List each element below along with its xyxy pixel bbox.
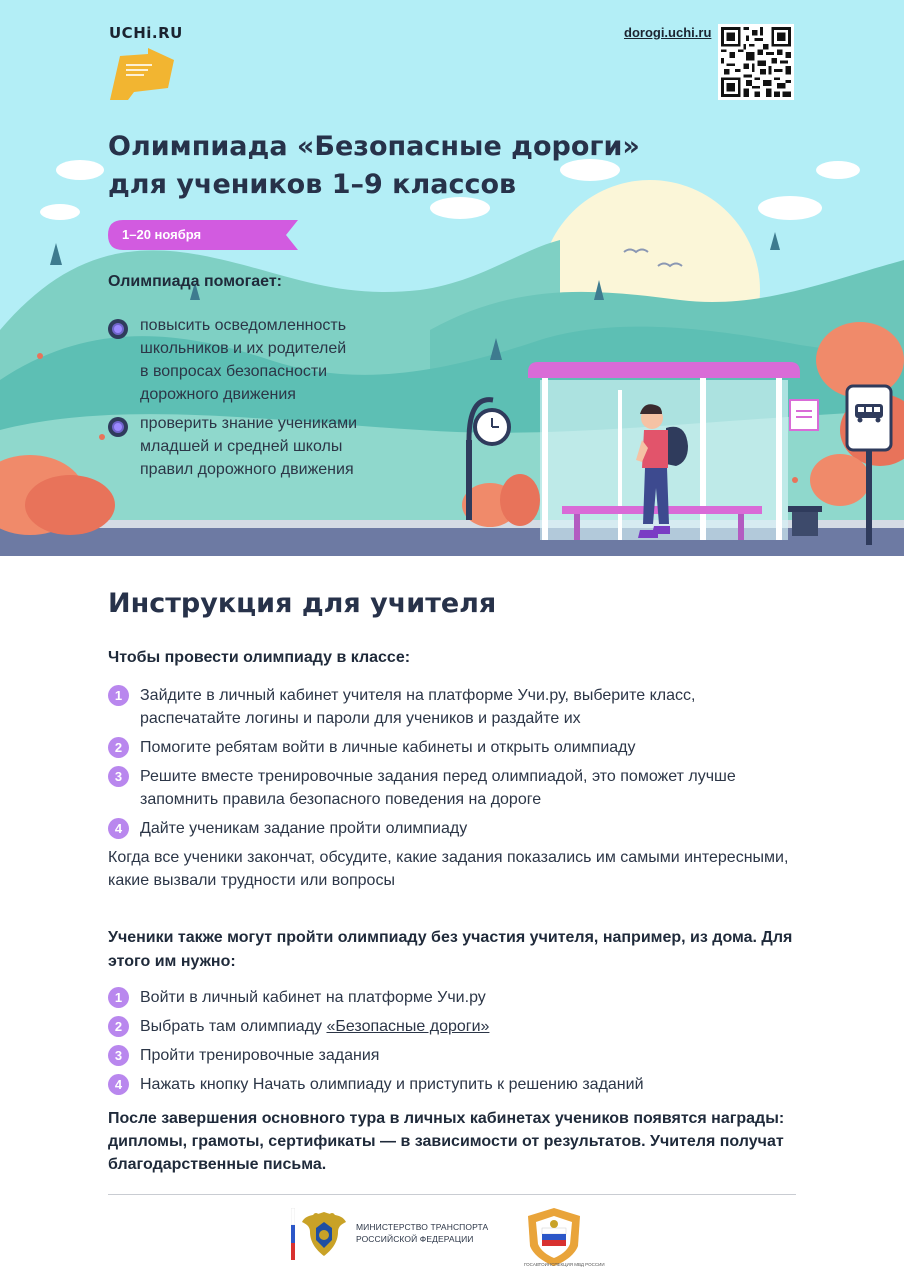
ministry-name — [356, 1221, 488, 1245]
list-item — [108, 1044, 798, 1067]
hero-banner — [0, 0, 904, 556]
helps-line: в вопросах безопасности — [140, 363, 328, 380]
gibdd-emblem-icon — [524, 1206, 584, 1268]
step-text: Выбрать там олимпиаду — [140, 1018, 327, 1035]
gibdd-caption: ГОСАВТОИНСПЕКЦИЯ МВД РОССИИ — [524, 1262, 605, 1267]
coat-of-arms-icon — [300, 1208, 348, 1260]
helps-line: правил дорожного движения — [140, 461, 354, 478]
list-item — [108, 1015, 798, 1038]
helps-line: проверить знание учениками — [140, 415, 358, 432]
list-item — [108, 765, 798, 811]
class-steps-list — [108, 684, 798, 846]
helps-heading: Олимпиада помогает: — [108, 273, 283, 290]
title-line-1: Олимпиада «Безопасные дороги» — [108, 131, 640, 162]
date-ribbon — [108, 220, 298, 250]
ministry-line: МИНИСТЕРСТВО ТРАНСПОРТА — [356, 1222, 489, 1232]
list-item — [108, 817, 798, 840]
step-text: Пройти тренировочные задания — [140, 1047, 380, 1064]
footer-divider — [108, 1194, 796, 1195]
title-line-2: для учеников 1–9 классов — [108, 169, 517, 200]
list-item — [108, 1073, 798, 1096]
step-number-badge: 2 — [108, 737, 129, 758]
uchi-logo-text: UCHi.RU — [109, 24, 183, 42]
trash-bin — [788, 506, 822, 536]
bullet-icon — [108, 417, 128, 437]
helps-item — [108, 412, 408, 481]
bullet-icon — [108, 319, 128, 339]
step-number-badge: 4 — [108, 818, 129, 839]
ministry-line: РОССИЙСКОЙ ФЕДЕРАЦИИ — [356, 1234, 474, 1244]
list-item — [108, 684, 798, 730]
step-text: Помогите ребятам войти в личные кабинеты и открыть олимпиаду — [140, 739, 636, 756]
helps-line: дорожного движения — [140, 386, 296, 403]
list-item — [108, 986, 798, 1009]
qr-code[interactable] — [718, 24, 794, 100]
list-item — [108, 736, 798, 759]
home-heading: Ученики также могут пройти олимпиаду без участия учителя, например, из дома. Для этого им нужно: — [108, 929, 793, 970]
helps-line: школьников и их родителей — [140, 340, 347, 357]
discussion-text: Когда все ученики закончат, обсудите, какие задания показались им самыми интересными, какие вызвали трудности или вопросы — [108, 849, 789, 889]
step-number-badge: 3 — [108, 766, 129, 787]
step-number-badge: 4 — [108, 1074, 129, 1095]
step-number-badge: 1 — [108, 987, 129, 1008]
russian-flag-icon — [291, 1208, 295, 1260]
step-text: Нажать кнопку Начать олимпиаду и приступить к решению заданий — [140, 1076, 644, 1093]
national-project-logo-icon — [108, 48, 174, 100]
site-link[interactable]: dorogi.uchi.ru — [624, 25, 712, 40]
helps-item — [108, 314, 408, 406]
home-steps-list — [108, 986, 798, 1102]
helps-line: младшей и средней школы — [140, 438, 343, 455]
class-heading: Чтобы провести олимпиаду в классе: — [108, 649, 411, 666]
step-number-badge: 1 — [108, 685, 129, 706]
step-text: Решите вместе тренировочные задания перед олимпиадой, это поможет лучше запомнить правила безопасного поведения на дороге — [140, 768, 736, 808]
date-text: 1–20 ноября — [122, 227, 202, 242]
step-number-badge: 3 — [108, 1045, 129, 1066]
helps-line: повысить осведомленность — [140, 317, 347, 334]
page-title — [108, 128, 708, 204]
step-number-badge: 2 — [108, 1016, 129, 1037]
step-text: Войти в личный кабинет на платформе Учи.ру — [140, 989, 486, 1006]
final-note: После завершения основного тура в личных кабинетах учеников появятся награды: дипломы, грамоты, сертификаты — в зависимости от результатов. Учителя получат благодарственные письма. — [108, 1110, 785, 1173]
step-text: Дайте ученикам задание пройти олимпиаду — [140, 820, 468, 837]
helps-list — [108, 314, 408, 487]
olympiad-link[interactable]: «Безопасные дороги» — [326, 1018, 490, 1035]
qr-code-icon — [721, 27, 791, 97]
step-text: Зайдите в личный кабинет учителя на платформе Учи.ру, выберите класс, распечатайте логины и пароли для учеников и раздайте их — [140, 687, 696, 727]
section-title: Инструкция для учителя — [108, 588, 497, 619]
